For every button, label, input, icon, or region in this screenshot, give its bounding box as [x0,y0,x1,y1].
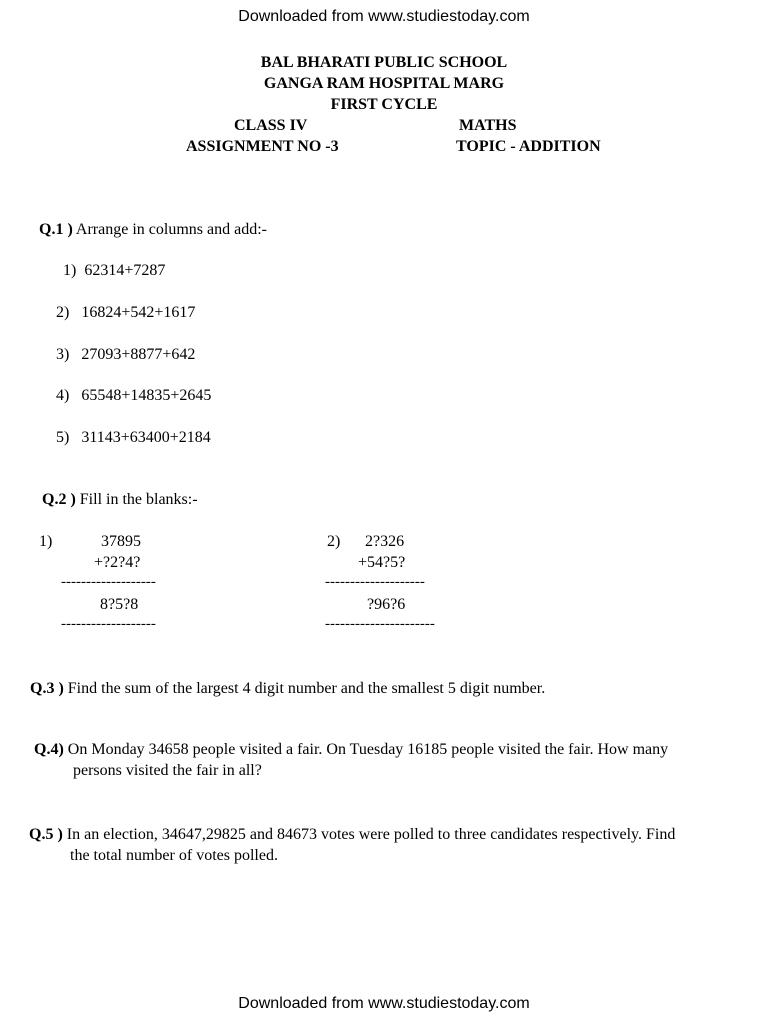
class-label: CLASS IV [234,117,308,134]
question-5-text-line-1: In an election, 34647,29825 and 84673 votes were polled to three candidates respectively. Find [66,826,676,843]
q1-item-num: 4) [56,387,70,404]
subject-label: MATHS [459,117,517,134]
bottom-banner: Downloaded from www.studiestoday.com [238,995,530,1012]
q2-problem-1-line: ------------------- [61,616,156,632]
question-4 [34,741,668,759]
question-5 [29,826,675,844]
q1-item-num: 1) [63,262,77,279]
q1-item-expr: 65548+14835+2645 [81,387,212,404]
q2-problem-2-line: ---------------------- [325,616,435,632]
q2-problem-2-top: 2?326 [365,533,405,550]
cycle-title: FIRST CYCLE [330,96,438,113]
q1-item-expr: 62314+7287 [84,262,166,279]
q2-problem-2-addend: +54?5? [358,554,406,571]
question-1-text: Arrange in columns and add:- [75,221,267,238]
question-4-text-line-1: On Monday 34658 people visited a fair. On Tuesday 16185 people visited the fair. How many [67,741,669,758]
q1-item-expr: 16824+542+1617 [81,304,196,321]
q1-item-num: 5) [56,429,70,446]
q2-problem-1-top: 37895 [101,533,141,550]
q2-problem-1-addend: +?2?4? [94,554,141,571]
top-banner: Downloaded from www.studiestoday.com [238,8,530,25]
q1-item-num: 2) [56,304,70,321]
q1-item [56,387,211,405]
question-3 [30,680,545,698]
question-2 [42,491,198,509]
question-5-label: Q.5 ) [29,826,63,843]
q1-item [63,262,165,280]
topic-label: TOPIC - ADDITION [456,138,601,155]
q1-item-expr: 27093+8877+642 [81,346,196,363]
q2-problem-2-line: -------------------- [325,574,425,590]
question-1-label: Q.1 ) [39,221,73,238]
question-4-text-line-2: persons visited the fair in all? [73,762,262,779]
question-3-text: Find the sum of the largest 4 digit number and the smallest 5 digit number. [67,680,546,697]
q1-item-expr: 31143+63400+2184 [81,429,211,446]
q2-problem-1-result: 8?5?8 [100,596,139,613]
question-2-label: Q.2 ) [42,491,76,508]
school-address: GANGA RAM HOSPITAL MARG [263,75,505,92]
question-1 [39,221,267,239]
school-name: BAL BHARATI PUBLIC SCHOOL [260,54,508,71]
q2-problem-1-line: ------------------- [61,574,156,590]
question-2-text: Fill in the blanks:- [79,491,198,508]
assignment-label: ASSIGNMENT NO -3 [186,138,339,155]
question-3-label: Q.3 ) [30,680,64,697]
q1-item [56,346,195,364]
q2-problem-2-num: 2) [327,533,341,550]
question-5-text-line-2: the total number of votes polled. [70,847,278,864]
q2-problem-2-result: ?96?6 [367,596,406,613]
q1-item-num: 3) [56,346,70,363]
q2-problem-1-num: 1) [39,533,53,550]
q1-item [56,304,195,322]
question-4-label: Q.4) [34,741,64,758]
q1-item [56,429,211,447]
